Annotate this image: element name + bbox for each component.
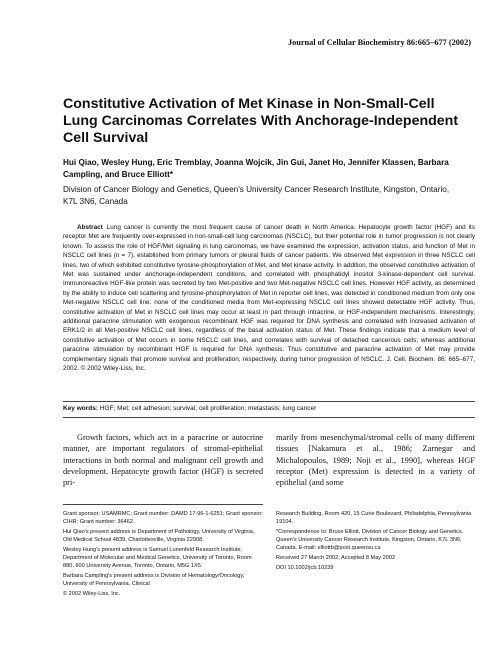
- copyright: © 2002 Wiley-Liss, Inc.: [63, 591, 121, 597]
- footnote: Grant sponsor: USAMRMC; Grant number: DAMD 17-96-1-6251; Grant sponsor: CIHR; Grant number: 36462.: [63, 511, 263, 525]
- footnote: Hui Qiao's present address is Department of Pathology, University of Virginia, Old Medical School 4839, Charlottesville, Virginia 22908.: [63, 529, 255, 543]
- article-title: Constitutive Activation of Met Kinase in Non-Small-Cell Lung Carcinomas Correlates With Anchorage-Independent Cell Survival: [63, 96, 459, 146]
- abstract: [63, 223, 475, 374]
- body-column-left: Growth factors, which act in a paracrine or autocrine manner, are important regulators of stromal-epithelial interactions in both normal and malignant cell growth and development. Hepatocyte growth factor (HGF) is secreted pri-: [63, 433, 263, 488]
- footnote-rule-left: [63, 504, 263, 505]
- doi: DOI 10.1002/jcb.10239: [276, 565, 334, 571]
- abstract-label: Abstract: [77, 224, 103, 231]
- keywords-text: HGF; Met; cell adhesion; survival; cell proliferation; metastasis; lung cancer: [98, 405, 317, 412]
- received-date: Received 27 March 2002; Accepted 8 May 2002: [276, 555, 396, 561]
- footnote: Barbara Campling's present address is Division of Hematology/Oncology, University of Pennsylvania, Clinical: [63, 573, 245, 587]
- correspondence: *Correspondence to: Bruce Elliott, Division of Cancer Biology and Genetics, Queen's University Cancer Research Institute, Kingston, Ontario, K7L 3N6, Canada. E-mail: elliottb@post.queensu.ca: [276, 529, 464, 551]
- body-column-right: marily from mesenchymal/stromal cells of many different tissues [Nakamura et al., 1986; Zarnegar and Michalopoulos, 1989; Noji et al., 1990], whereas HGF receptor (Met) expression is detected in a variety of epithelial (and some: [276, 433, 475, 488]
- keywords: [63, 405, 475, 412]
- footnotes-right: [276, 510, 475, 574]
- keywords-bottom-rule: [63, 417, 475, 418]
- footnote: Wesley Hung's present address is Samuel Lunenfeld Research Institute, Department of Molecular and Medical Genetics, University of Toronto, Room 880, 600 University Avenue, Toronto, Ontario, M5G 1X5.: [63, 547, 252, 569]
- author-list: Hui Qiao, Wesley Hung, Eric Tremblay, Joanna Wojcik, Jin Gui, Janet Ho, Jennifer Klassen, Barbara Campling, and Bruce Elliott*: [63, 158, 449, 179]
- journal-citation: Journal of Cellular Biochemistry 86:665–677 (2002): [287, 38, 471, 47]
- footnote: Research Building, Room 420, 15 Curie Boulevard, Philadelphia, Pennsylvania 19104.: [276, 511, 472, 525]
- footnotes-left: [63, 510, 263, 600]
- abstract-text: Lung cancer is currently the most frequent cause of cancer death in North America. Hepatocyte growth factor (HGF) and its receptor Met are frequently over-expressed in non-small-cell lung carcinomas (NSCLC), but their potential role in tumor progression is not clearly known. To assess the role of HGF/Met signaling in lung carcinomas, we have examined the expression, activation status, and function of Met in NSCLC cell lines (n = 7), established from primary tumors or pleural fluids of cancer patients. We observed Met expression in three NSCLC cell lines, two of which exhibited constitutive tyrosine-phosphorylation of Met, and Met kinase activity. In addition, the observed constitutive activation of Met was sustained under anchorage-independent conditions, and correlated with phosphatidyl inositol 3-kinase-dependent cell survival. Immunoreactive HGF-like protein was secreted by two Met-positive and two Met-negative NSCLC cell lines. However HGF activity, as determined by the ability to induce cell scattering and tyrosine-phosphorylation of Met in reporter cell lines, was detected in conditioned medium from only one Met-negative NSCLC cell line: none of the conditioned media from Met-expressing NSCLC cell lines showed detectable HGF activity. Thus, constitutive activation of Met in NSCLC cell lines may occur at least in part through intracrine, or HGF-independent mechanisms. Interestingly, additional paracrine stimulation with exogenous recombinant HGF was required for DNA synthesis and correlated with increased activation of ERK1/2 in all Met-positive NSCLC cell lines, regardless of the basal activation status of Met. These findings indicate that a medium level of constitutive activation of Met occurs in some NSCLC cell lines, and correlates with survival of detached cancerous cells; whereas additional paracrine stimulation by recombinant HGF is required for DNA synthesis. Thus constitutive and paracrine activation of Met may provide complementary signals that promote survival and proliferation, respectively, during tumor progression of NSCLC. J. Cell. Biochem. 86: 665–677, 2002. © 2002 Wiley-Liss, Inc.: [63, 224, 475, 373]
- keywords-top-rule: [63, 401, 475, 402]
- affiliation: Division of Cancer Biology and Genetics, Queen's University Cancer Research Institute, Kingston, Ontario, K7L 3N6, Canada: [63, 185, 450, 206]
- keywords-label: Key words:: [63, 405, 99, 412]
